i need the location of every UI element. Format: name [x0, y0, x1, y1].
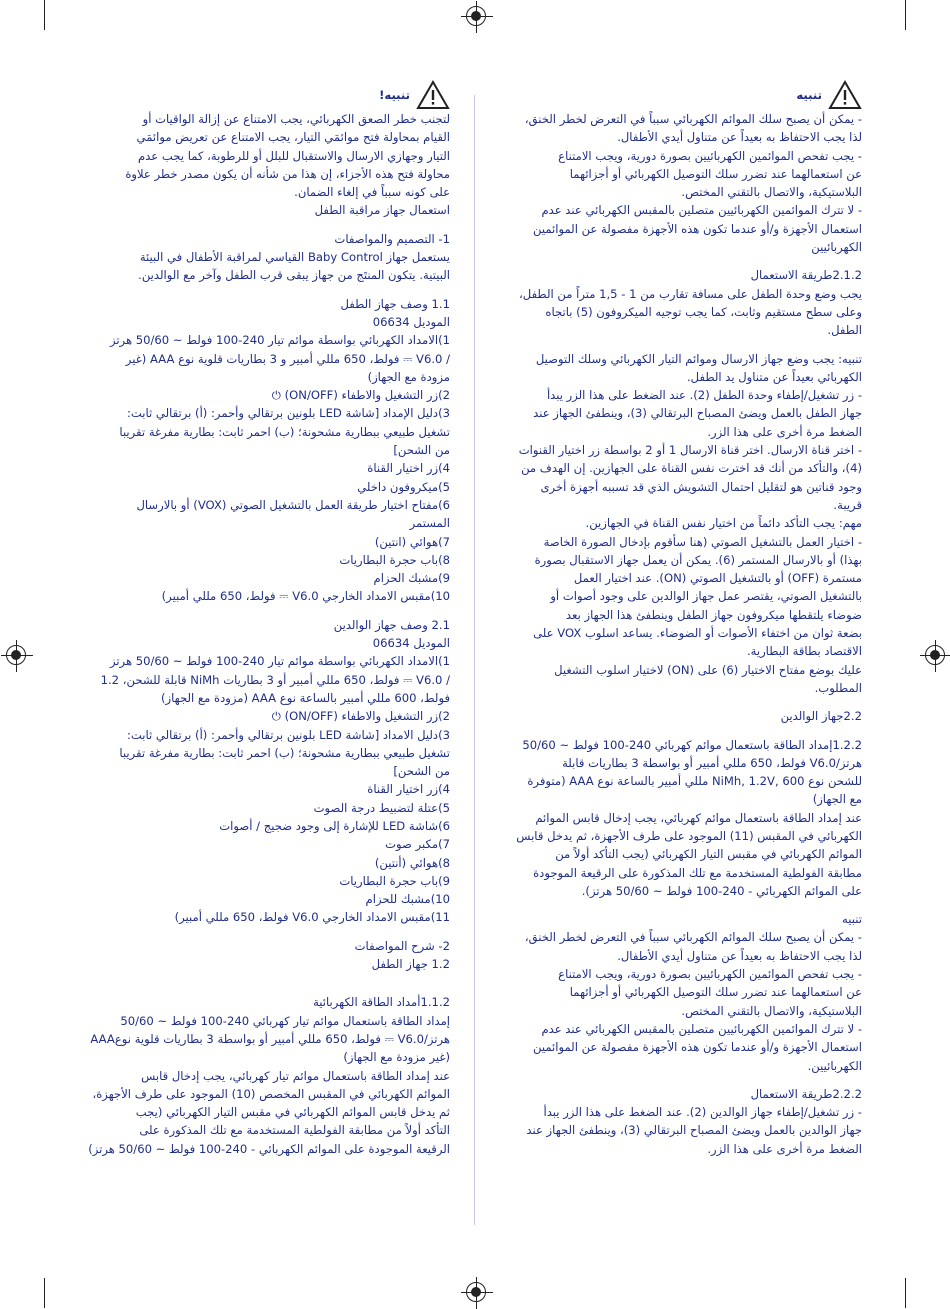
text-line: للشحن نوع NiMh, 1.2V, 600 مللي أمبير بالساعة نوع AAA (متوفرة — [527, 774, 862, 789]
text-line: 2.2.2طريقة الاستعمال — [750, 1086, 862, 1101]
text-line — [50, 606, 450, 616]
text-line: عند إمداد الطاقة باستعمال موائم كهربائي، يجب إدخال قابس الموائم — [535, 810, 862, 825]
text-line: عند إمداد الطاقة باستعمال موائم تيار كهربائي، يجب إدخال قابس — [141, 1068, 450, 1083]
text-line: الموائم الكهربائي في المقبس المخصص (10) الموجود على طرف الأجهزة، — [92, 1086, 450, 1101]
text-line: استعمال جهاز مراقبة الطفل — [314, 203, 450, 218]
text-line: الكهربائي بعيداً عن متناول يد الطفل. — [686, 369, 862, 384]
text-line: من الشحن] — [393, 443, 450, 458]
text-line: استعمال الأجهزة و/أو عندما تكون هذه الأجهزة مفصولة عن الموائمين — [533, 221, 862, 236]
text-line: يجب وضع وحدة الطفل على مسافة تقارب من 1 - 1,5 متراً من الطفل، — [519, 286, 862, 301]
text-line: جهاز الطفل بالعمل ويضئ المصباح البرتقالي (3)، وينطفئ الجهاز عند — [533, 406, 862, 421]
text-line: 9)مشبك الحزام — [373, 571, 450, 586]
text-line: 8)هوائي (أنتين) — [374, 855, 450, 870]
text-line: - زر تشغيل/إطفاء وحدة الطفل (2). عند الضغط على هذا الزر يبدأ — [546, 388, 862, 403]
text-line: محاولة فتح هذه الأجزاء، إن هذا من شأنه أن يكون مصدر خطر علاوة — [125, 166, 450, 181]
text-line: بضعة ثوان من اختفاء الأصوات أو الضوضاء. يساعد اسلوب VOX على — [533, 626, 862, 641]
text-line: - يمكن أن يصبح سلك الموائم الكهربائي سبباً في التعرض لخطر الخنق، — [524, 112, 862, 126]
text-line: 2.1.2طريقة الاستعمال — [750, 268, 862, 283]
text-line: المستمر — [409, 516, 450, 531]
text-line: 11)مقبس الامداد الخارجي V6.0 فولط، 650 مللي أمبير) — [174, 910, 450, 925]
right-body-text — [482, 110, 862, 1158]
text-line: لذا يجب الاحتفاظ به بعيداً عن متناول أيدي الأطفال. — [617, 130, 862, 145]
text-line: 2)زر التشغيل والاطفاء (ON/OFF) ⏻ — [271, 709, 450, 724]
text-line — [50, 973, 450, 983]
text-line — [50, 220, 450, 230]
text-line: من الشحن] — [393, 764, 450, 779]
text-line: البيتية. يتكون المنتَج من جهاز يبقى قرب الطفل وآخر مع الوالدين. — [138, 268, 450, 283]
crop-mark — [905, 0, 906, 30]
text-line: التأكد أولاً من مطابقة الفولطية المستخدمة مع تلك المذكورة على — [139, 1123, 450, 1138]
text-line: الكهربائيين. — [807, 1058, 862, 1073]
text-line: 6)شاشة LED للإشارة إلى وجود ضجيج / أصوات — [219, 818, 450, 833]
text-line: تشغيل طبيعي ببطارية مشحونة؛ (ب) احمر ثابت: بطارية مفرغة تقريبا — [119, 424, 450, 439]
text-line: 7)مكبر صوت — [385, 837, 450, 852]
text-line: - اختيار العمل بالتشغيل الصوتي (هنا سأقوم بإدخال الصورة الخاصة — [543, 534, 862, 549]
text-line: مع الجهاز) — [812, 792, 862, 807]
text-line — [482, 340, 862, 350]
text-line: هرتز/V6.0 ⎓ فولط، 650 مللي أمبير أو بواسطة 3 بطاريات قلوية نوعAAA — [90, 1031, 450, 1046]
text-line: عليك بوضع مفتاح الاختيار (6) على (ON) لاختيار اسلوب التشغيل — [554, 662, 862, 677]
text-line: البلاستيكية، والاتصال بالتقني المختص. — [681, 185, 862, 200]
text-line: مستمرة (OFF) أو بالتشغيل الصوتي (ON). عند اختيار العمل — [573, 571, 862, 586]
text-line: 8)باب حجرة البطاريات — [339, 552, 450, 567]
crop-mark — [44, 0, 45, 30]
text-line: / V6.0 ⎓ فولط، 650 مللي أمبير أو 3 بطاريات NiMh قابلة للشحن، 1.2 — [100, 672, 450, 687]
text-line: الكهربائيين — [811, 240, 862, 255]
text-line: 10)مقبس الامداد الخارجي V6.0 ⎓ فولط، 650 مللي أمبير) — [161, 589, 450, 604]
crop-mark — [44, 1278, 45, 1308]
registration-mark-icon — [6, 645, 26, 665]
text-line: المطلوب. — [814, 680, 862, 695]
text-line: - اختر قناة الارسال. اختر قناة الارسال 1 أو 2 بواسطة زر اختيار القنوات — [518, 443, 862, 458]
text-line: مهم: يجب التأكد دائماً من اختيار نفس القناة في الجهازين. — [585, 516, 862, 531]
text-line: 1.2 جهاز الطفل — [371, 957, 450, 972]
text-line: 2.2جهاز الوالدين — [780, 709, 862, 724]
left-body-text — [50, 110, 450, 1158]
text-line: 1)الامداد الكهربائي بواسطة موائم تيار 240-100 فولط ~ 50/60 هرتز — [109, 654, 450, 669]
text-line: التيار وجهازي الارسال والاستقبال للبلل أو للرطوبة، كما يجب عدم — [138, 148, 450, 163]
text-line — [50, 983, 450, 993]
text-line — [482, 726, 862, 736]
text-line: 6)مفتاح اختيار طريقة العمل بالتشغيل الصوتي (VOX) أو بالارسال — [136, 497, 450, 512]
text-line — [50, 927, 450, 937]
text-line: 1.1.2أمداد الطاقة الكهربائية — [313, 995, 450, 1010]
text-line: الاقتصاد بطاقة البطارية. — [746, 644, 862, 659]
text-line: الموائم الكهربائي في مقبس التيار الكهربائي (يجب التأكد أولاً من — [555, 847, 862, 862]
left-column — [50, 80, 450, 1158]
text-line: استعمال الأجهزة و/أو عندما تكون هذه الأجهزة مفصولة عن الموائمين — [533, 1040, 862, 1055]
text-line: لذا يجب الاحتفاظ به بعيداً عن متناول أيدي الأطفال. — [617, 948, 862, 963]
text-line: تشغيل طبيعي ببطارية مشحونة؛ (ب) احمر ثابت: بطارية مفرغة تقريبا — [119, 745, 450, 760]
text-line: وجود قناتين هو لتقليل احتمال التشويش الذي قد تسببه أجهزة أخرى — [540, 479, 862, 494]
text-line — [482, 697, 862, 707]
text-line: يستعمل جهاز Baby Control القياسي لمراقبة الأطفال في البيئة — [139, 250, 450, 265]
text-line: قريبة. — [833, 497, 862, 512]
text-line: إمداد الطاقة باستعمال موائم تيار كهربائي 240-100 فولط ~ 50/60 — [120, 1013, 450, 1028]
text-line: - لا تترك الموائمين الكهربائيين متصلين بالمقبس الكهربائي عند عدم — [541, 1021, 862, 1036]
text-line: تنبيه — [842, 912, 862, 927]
right-column — [482, 80, 862, 1158]
text-line: - لا تترك الموائمين الكهربائيين متصلين بالمقبس الكهربائي عند عدم — [541, 203, 862, 218]
text-line: - زر تشغيل/إطفاء جهاز الوالدين (2). عند الضغط على هذا الزر يبدأ — [543, 1105, 862, 1120]
text-line: الضغط مرة أخرى على هذا الزر. — [707, 1141, 862, 1156]
text-line: (4)، والتأكد من أنك قد اخترت نفس القناة على الجهازين. إن الهدف من — [521, 461, 862, 476]
right-warning-header — [482, 80, 862, 110]
text-line: 4)زر اختيار القناة — [367, 782, 450, 797]
text-line: الضغط مرة أخرى على هذا الزر. — [707, 424, 862, 439]
text-line: على كونه سبباً في إلغاء الضمان. — [294, 185, 450, 200]
text-line: 3)دليل الإمداد [شاشة LED بلونين برتقالي وأحمر: (أ) برتقالي ثابت: — [126, 406, 450, 421]
left-warning-header — [50, 80, 450, 110]
text-line: 1.2.2إمداد الطاقة باستعمال موائم كهربائي 240-100 فولط ~ 50/60 — [522, 737, 862, 752]
registration-mark-icon — [466, 6, 486, 26]
text-line: الطفل. — [827, 323, 862, 338]
text-line: 9)باب حجرة البطاريات — [339, 873, 450, 888]
text-line: الكهربائي في المقبس (11) الموجود على طرف الأجهزة، ثم يدخل قابس — [516, 828, 862, 843]
text-line: مزودة مع الجهاز) — [367, 369, 450, 384]
text-line: 7)هوائي (انتين) — [374, 534, 450, 549]
text-line: 2)زر التشغيل والاطفاء (ON/OFF) ⏻ — [271, 388, 450, 403]
text-line: بهذا) أو بالارسال المستمر (6). يمكن أن يعمل جهاز الاستقبال بصورة — [534, 552, 862, 567]
text-line: القيام بمحاولة فتح موائمَي التيار، يجب الامتناع عن تعريض موائمَي — [136, 130, 450, 145]
warning-triangle-icon — [416, 80, 450, 110]
text-line: وعلى سطح مستقيم وثابت، كما يجب توجيه الميكروفون (5) باتجاه — [545, 304, 862, 319]
text-line: مطابقة الفولطية المستخدمة مع تلك المذكورة على الرقيعة الموجودة — [533, 865, 862, 880]
text-line — [482, 256, 862, 266]
text-line: ضوضاء يلتقطها ميكروفون جهاز الطفل وينطفئ هذا الجهاز بعد — [565, 607, 862, 622]
crop-mark — [905, 1278, 906, 1308]
text-line: - يجب تفحص الموائمين الكهربائيين بصورة دورية، ويجب الامتناع — [558, 967, 862, 982]
text-line: 1.1 وصف جهاز الطفل — [340, 296, 450, 311]
text-line: جهاز الوالدين بالعمل ويضئ المصباح البرتقالي (3)، وينطفئ الجهاز عند — [526, 1123, 862, 1138]
text-line: 5)ميكروفون داخلي — [357, 479, 450, 494]
text-line: - يجب تفحص الموائمين الكهربائيين بصورة دورية، ويجب الامتناع — [558, 148, 862, 163]
text-line: 5)عتلة لتضبيط درجة الصوت — [313, 800, 450, 815]
text-line: على الموائم الكهربائي - 240-100 فولط ~ 50/60 هرتز). — [581, 883, 862, 898]
text-line: 2.1 وصف جهاز الوالدين — [333, 617, 450, 632]
text-line: لتجنب خطر الصعق الكهربائي، يجب الامتناع عن إزالة الواقيات أو — [142, 112, 450, 126]
text-line — [50, 285, 450, 295]
text-line: تنبيه: يجب وضع جهاز الارسال وموائم التيار الكهربائي وسلك التوصيل — [535, 351, 862, 366]
text-line: الموديل 06634 — [372, 314, 450, 329]
text-line: 10)مشبك للحزام — [365, 892, 450, 907]
text-line: 3)دليل الامداد [شاشة LED بلونين برتقالي وأحمر: (أ) برتقالي ثابت: — [126, 727, 450, 742]
text-line — [482, 900, 862, 910]
text-line: / V6.0 ⎓ فولط، 650 مللي أمبير و 3 بطاريات قلوية نوع AAA (غير — [125, 351, 450, 366]
text-line: بالتشغيل الصوتي، يقتصر عمل جهاز الوالدين على وجود أصوات أو — [550, 589, 862, 604]
text-line: الرقيعة الموجودة على الموائم الكهربائي - 240-100 فولط ~ 50/60 هرتز) — [88, 1141, 450, 1156]
text-line: هرتز/V6.0 فولط، 650 مللي أمبير أو بواسطة 3 بطاريات قابلة — [562, 755, 862, 770]
text-line: الموديل 06634 — [372, 636, 450, 651]
registration-mark-icon — [925, 645, 945, 665]
text-line: ثم يدخل قابس الموائم الكهربائي في مقبس التيار الكهربائي (يجب — [135, 1105, 450, 1120]
column-divider — [474, 95, 475, 1225]
text-line: عن استعمالهما عند تضرر سلك التوصيل الكهربائي أو أجزائهما — [569, 166, 862, 181]
text-line: 1- التصميم والمواصفات — [334, 231, 450, 246]
right-warning-title: تنبيه — [796, 87, 822, 102]
registration-mark-icon — [466, 1282, 486, 1302]
text-line — [482, 1075, 862, 1085]
text-line: عن استعمالهما عند تضرر سلك التوصيل الكهربائي أو أجزائهما — [569, 985, 862, 1000]
text-line: 4)زر اختيار القناة — [367, 461, 450, 476]
text-line: فولط، 600 مللي أمبير بالساعة نوع AAA (مزودة مع الجهاز) — [161, 690, 450, 705]
warning-triangle-icon — [828, 80, 862, 110]
text-line: (غير مزودة مع الجهاز) — [343, 1050, 450, 1065]
text-line: 1)الامداد الكهربائي بواسطة موائم تيار 240-100 فولط ~ 50/60 هرتز — [109, 333, 450, 348]
text-line: 2- شرح المواصفات — [354, 938, 450, 953]
text-line: البلاستيكية، والاتصال بالتقني المختص. — [681, 1003, 862, 1018]
text-line: - يمكن أن يصبح سلك الموائم الكهربائي سبباً في التعرض لخطر الخنق، — [524, 930, 862, 945]
left-warning-title: تنبيه! — [379, 87, 410, 102]
